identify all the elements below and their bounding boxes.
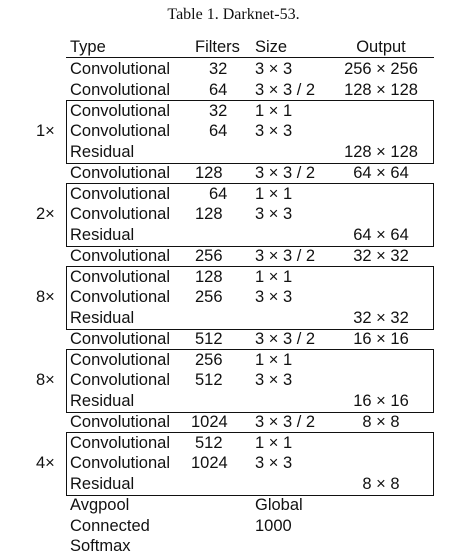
row-type: Convolutional — [70, 246, 170, 265]
row-size: 3 × 3 / 2 — [255, 246, 316, 265]
row-type: Avgpool — [70, 495, 130, 514]
row-output: 32 × 32 — [353, 246, 409, 265]
row-filters: 512 — [195, 371, 223, 390]
row-type: Convolutional — [70, 433, 170, 452]
residual-block-border — [66, 349, 434, 413]
row-size: 3 × 3 / 2 — [255, 80, 316, 99]
row-output: 128 × 128 — [344, 143, 418, 161]
row-filters: 32 — [209, 101, 228, 120]
header-rule — [66, 57, 434, 58]
row-size: 1 × 1 — [255, 184, 293, 203]
row-size: 1 × 1 — [255, 350, 293, 369]
residual-block-border — [66, 432, 434, 496]
row-filters: 256 — [195, 288, 223, 307]
block-multiplier: 8× — [36, 288, 55, 307]
row-type: Convolutional — [70, 350, 170, 369]
row-type: Connected — [70, 516, 150, 535]
row-type: Convolutional — [70, 412, 170, 431]
row-type: Convolutional — [70, 205, 170, 224]
header-filters: Filters — [195, 38, 240, 56]
row-size: 3 × 3 — [255, 371, 293, 390]
row-type: Convolutional — [70, 329, 170, 348]
row-type: Residual — [70, 143, 135, 161]
row-type: Convolutional — [70, 267, 170, 286]
row-type: Residual — [70, 309, 135, 327]
row-output: 256 × 256 — [344, 60, 418, 78]
row-filters: 64 — [209, 122, 228, 141]
row-type: Convolutional — [70, 288, 170, 307]
row-size: 3 × 3 / 2 — [255, 163, 316, 182]
header-size: Size — [255, 38, 288, 56]
header-output: Output — [356, 38, 406, 56]
row-filters: 512 — [195, 329, 223, 348]
row-filters: 128 — [195, 267, 223, 286]
row-filters: 128 — [195, 205, 223, 224]
row-output: 64 × 64 — [353, 163, 409, 182]
row-filters: 256 — [195, 246, 223, 265]
block-multiplier: 8× — [36, 371, 55, 390]
block-multiplier: 4× — [36, 454, 55, 473]
row-size: 1 × 1 — [255, 101, 293, 120]
row-size: 3 × 3 — [255, 454, 293, 473]
row-size: 3 × 3 / 2 — [255, 329, 316, 348]
table-caption: Table 1. Darknet-53. — [167, 6, 300, 23]
header-type: Type — [70, 38, 106, 56]
residual-block-border — [66, 183, 434, 247]
row-type: Residual — [70, 475, 135, 493]
row-type: Convolutional — [70, 371, 170, 390]
row-output: 32 × 32 — [353, 309, 409, 327]
row-type: Convolutional — [70, 60, 170, 78]
row-output: 16 × 16 — [353, 392, 409, 410]
row-size: 1 × 1 — [255, 267, 293, 286]
row-size: 3 × 3 / 2 — [255, 412, 316, 431]
row-size: 3 × 3 — [255, 60, 293, 78]
row-filters: 1024 — [191, 412, 228, 431]
row-output: 16 × 16 — [353, 329, 409, 348]
row-type: Convolutional — [70, 163, 170, 182]
row-filters: 1024 — [191, 454, 228, 473]
row-type: Convolutional — [70, 80, 170, 99]
row-filters: 256 — [195, 350, 223, 369]
residual-block-border — [66, 100, 434, 164]
row-filters: 128 — [195, 163, 223, 182]
row-output: 8 × 8 — [362, 475, 400, 493]
row-filters: 32 — [209, 60, 228, 78]
row-size: 1 × 1 — [255, 433, 293, 452]
row-size: Global — [255, 495, 303, 514]
row-type: Convolutional — [70, 101, 170, 120]
row-size: 3 × 3 — [255, 288, 293, 307]
row-output: 64 × 64 — [353, 226, 409, 244]
row-filters: 512 — [195, 433, 223, 452]
row-type: Residual — [70, 392, 135, 410]
row-size: 1000 — [255, 516, 292, 535]
row-type: Convolutional — [70, 122, 170, 141]
row-filters: 64 — [209, 184, 228, 203]
row-type: Softmax — [70, 537, 131, 556]
row-filters: 64 — [209, 80, 228, 99]
row-type: Convolutional — [70, 184, 170, 203]
block-multiplier: 2× — [36, 205, 55, 224]
row-output: 128 × 128 — [344, 80, 418, 99]
row-size: 3 × 3 — [255, 205, 293, 224]
row-size: 3 × 3 — [255, 122, 293, 141]
row-type: Residual — [70, 226, 135, 244]
row-type: Convolutional — [70, 454, 170, 473]
block-multiplier: 1× — [36, 122, 55, 141]
row-output: 8 × 8 — [362, 412, 400, 431]
residual-block-border — [66, 266, 434, 330]
